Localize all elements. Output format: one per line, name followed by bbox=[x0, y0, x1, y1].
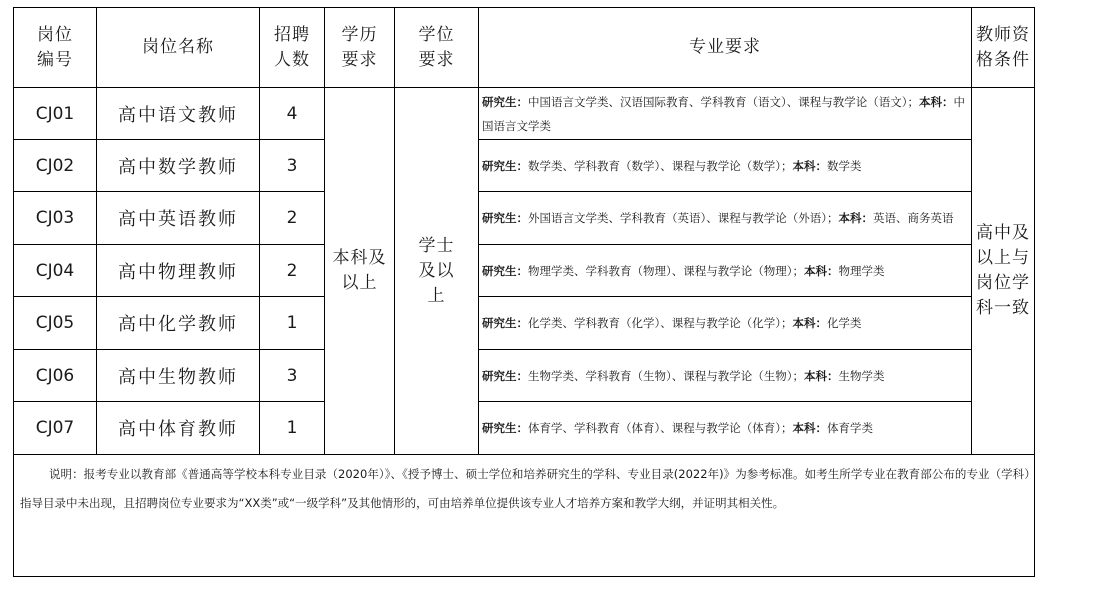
row-code bbox=[13, 244, 96, 296]
major-label: 本科： bbox=[919, 94, 954, 109]
header-major-text: 专业要求 bbox=[689, 37, 761, 57]
major-label: 本科： bbox=[838, 211, 873, 225]
row-code-text: CJ02 bbox=[35, 155, 75, 176]
major-text: 中国语言文学类 bbox=[482, 94, 965, 133]
row-name-text: 高中体育教师 bbox=[118, 419, 238, 440]
major-label: 本科： bbox=[804, 263, 839, 278]
row-major-text bbox=[482, 154, 862, 178]
row-code-text: CJ05 bbox=[35, 313, 75, 333]
row-major-text bbox=[482, 311, 862, 335]
row-code-text: CJ06 bbox=[35, 365, 75, 386]
header-education bbox=[324, 7, 394, 87]
row-major-text bbox=[482, 364, 885, 388]
shared-degree-text: 学士及以上 bbox=[418, 235, 455, 306]
row-major-text bbox=[482, 416, 873, 440]
major-text: 化学类、学科教育（化学）、课程与教学论（化学）； bbox=[528, 316, 793, 330]
row-major bbox=[478, 87, 971, 139]
header-name bbox=[96, 7, 259, 87]
row-major bbox=[478, 296, 971, 349]
major-label: 本科： bbox=[804, 368, 839, 383]
header-code bbox=[13, 7, 96, 87]
major-text: 体育学类 bbox=[827, 421, 873, 435]
row-major bbox=[478, 191, 971, 244]
row-code bbox=[13, 191, 96, 244]
row-count bbox=[259, 191, 324, 244]
major-label: 研究生： bbox=[482, 368, 528, 383]
header-count bbox=[259, 7, 324, 87]
major-label: 研究生： bbox=[482, 316, 528, 330]
row-count-text: 1 bbox=[286, 418, 298, 438]
footnote bbox=[13, 454, 1035, 577]
major-text: 数学类、学科教育（数学）、课程与教学论（数学）； bbox=[528, 158, 793, 173]
row-name bbox=[96, 139, 259, 191]
row-count-text: 1 bbox=[286, 313, 298, 333]
footnote-text: 说明：报考专业以教育部《普通高等学校本科专业目录（2020年）》、《授予博士、硕士学位和培养研究生的学科、专业目录(2022年)》为参考标准。如考生所学专业在教育部公布的专业（学科）指导目录中未出现，且招聘岗位专业要求为“XX类”或“一级学科”及其他情形的，可由培养单位提供该专业人才培养方案和教学大纲，并证明其相关性。 bbox=[20, 467, 1030, 510]
shared-education-text: 本科及以上 bbox=[332, 248, 387, 293]
row-major bbox=[478, 401, 971, 454]
header-qualification-text: 教师资格条件 bbox=[976, 24, 1030, 70]
shared-qualification bbox=[971, 87, 1035, 454]
header-code-text: 岗位编号 bbox=[37, 24, 73, 70]
recruitment-table bbox=[13, 7, 1035, 577]
header-major bbox=[478, 7, 971, 87]
major-label: 研究生： bbox=[482, 158, 528, 173]
major-text: 数学类 bbox=[827, 158, 862, 173]
row-name bbox=[96, 296, 259, 349]
row-code-text: CJ03 bbox=[35, 208, 75, 228]
row-name-text: 高中数学教师 bbox=[118, 156, 238, 178]
major-label: 研究生： bbox=[482, 263, 528, 278]
major-label: 研究生： bbox=[482, 94, 528, 109]
row-name bbox=[96, 87, 259, 139]
row-count-text: 4 bbox=[286, 103, 298, 124]
header-degree bbox=[394, 7, 478, 87]
row-name-text: 高中英语教师 bbox=[118, 209, 238, 230]
major-label: 研究生： bbox=[482, 211, 528, 225]
row-code bbox=[13, 296, 96, 349]
major-label: 研究生： bbox=[482, 421, 528, 435]
major-label: 本科： bbox=[792, 316, 827, 330]
row-count bbox=[259, 296, 324, 349]
major-label: 本科： bbox=[792, 421, 827, 435]
header-name-text: 岗位名称 bbox=[142, 37, 214, 57]
row-code bbox=[13, 139, 96, 191]
row-name-text: 高中生物教师 bbox=[118, 366, 238, 388]
major-text: 英语、商务英语 bbox=[873, 211, 954, 225]
row-count bbox=[259, 401, 324, 454]
row-code-text: CJ01 bbox=[35, 103, 75, 124]
row-code bbox=[13, 87, 96, 139]
row-name-text: 高中物理教师 bbox=[118, 261, 238, 283]
row-name-text: 高中语文教师 bbox=[118, 104, 238, 126]
shared-degree bbox=[394, 87, 478, 454]
row-major bbox=[478, 349, 971, 401]
row-count-text: 3 bbox=[286, 155, 298, 176]
major-text: 生物学类、学科教育（生物）、课程与教学论（生物）； bbox=[528, 368, 804, 383]
major-text: 生物学类 bbox=[838, 368, 885, 383]
row-major-text bbox=[482, 259, 885, 283]
row-count bbox=[259, 87, 324, 139]
header-education-text: 学历要求 bbox=[341, 24, 378, 70]
header-degree-text: 学位要求 bbox=[418, 24, 455, 70]
row-count-text: 3 bbox=[286, 365, 298, 386]
row-count-text: 2 bbox=[286, 260, 298, 281]
row-count-text: 2 bbox=[286, 208, 298, 228]
major-text: 体育学、学科教育（体育）、课程与教学论（体育）； bbox=[528, 421, 793, 435]
row-code-text: CJ04 bbox=[35, 260, 75, 281]
row-name bbox=[96, 401, 259, 454]
row-name bbox=[96, 349, 259, 401]
major-text: 中国语言文学类、汉语国际教育、学科教育（语文）、课程与教学论（语文）； bbox=[528, 94, 919, 109]
shared-qualification-text: 高中及以上与岗位学科一致 bbox=[976, 223, 1030, 318]
row-major bbox=[478, 139, 971, 191]
row-name-text: 高中化学教师 bbox=[118, 314, 238, 335]
row-name bbox=[96, 244, 259, 296]
row-major bbox=[478, 244, 971, 296]
header-qualification bbox=[971, 7, 1035, 87]
row-count bbox=[259, 349, 324, 401]
major-text: 外国语言文学类、学科教育（英语）、课程与教学论（外语）； bbox=[528, 211, 839, 225]
row-count bbox=[259, 244, 324, 296]
row-count bbox=[259, 139, 324, 191]
row-major-text bbox=[482, 206, 954, 230]
row-name bbox=[96, 191, 259, 244]
major-text: 物理学类 bbox=[838, 263, 885, 278]
row-code bbox=[13, 401, 96, 454]
major-text: 物理学类、学科教育（物理）、课程与教学论（物理）； bbox=[528, 263, 804, 278]
row-code bbox=[13, 349, 96, 401]
major-text: 化学类 bbox=[827, 316, 862, 330]
shared-education bbox=[324, 87, 394, 454]
row-code-text: CJ07 bbox=[35, 418, 75, 438]
header-count-text: 招聘人数 bbox=[274, 24, 310, 70]
major-label: 本科： bbox=[792, 158, 827, 173]
row-major-text bbox=[482, 90, 969, 138]
